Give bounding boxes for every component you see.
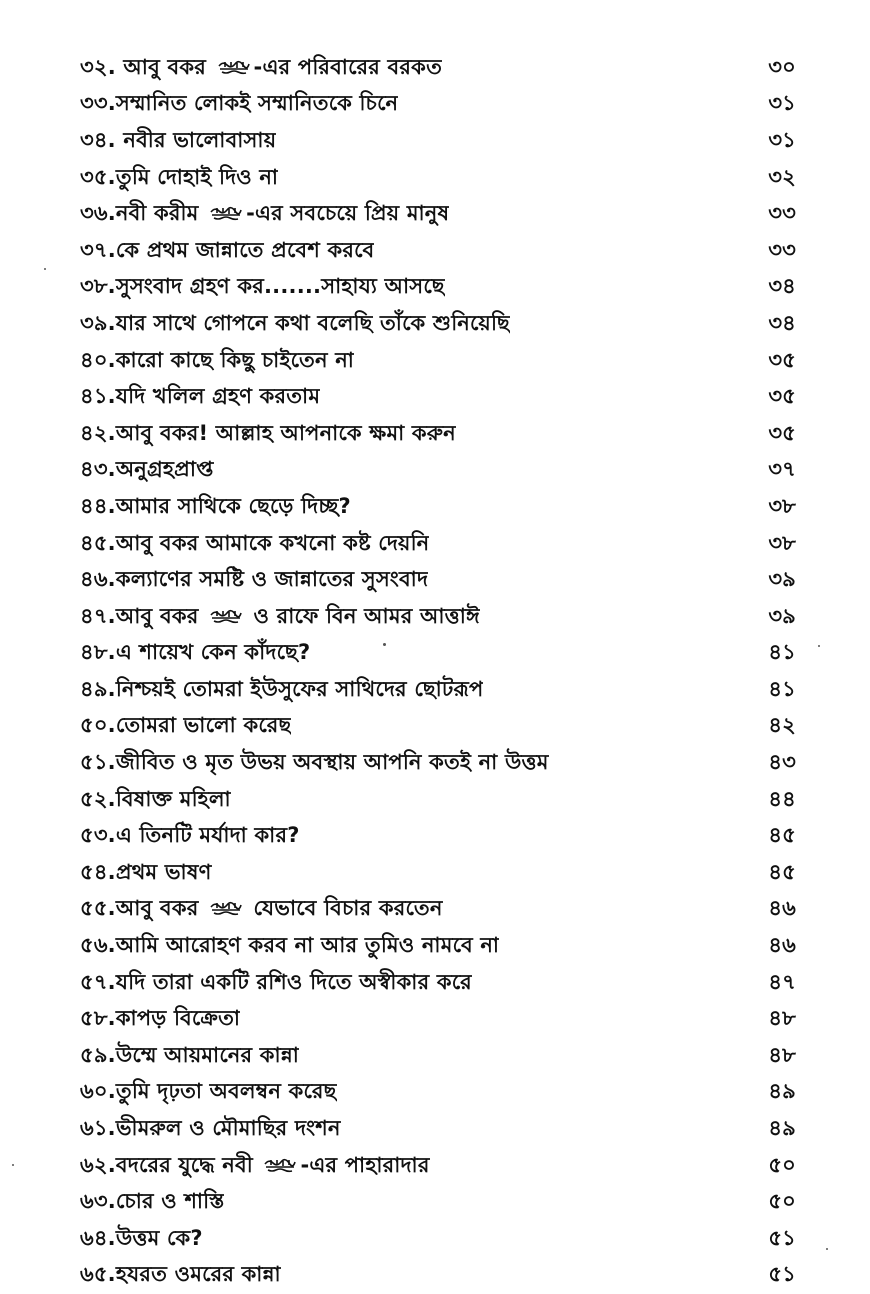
toc-entry-page-number: ৩৪: [768, 310, 796, 335]
toc-entry-page-number: ৩২: [768, 164, 796, 189]
toc-entry-title-text: ৪৪.আমার সাথিকে ছেড়ে দিচ্ছ?: [80, 493, 351, 518]
toc-entry-title-text: ৫২.বিষাক্ত মহিলা: [80, 786, 231, 811]
toc-entry: [80, 526, 796, 563]
toc-entry-page-number: ৩৫: [768, 384, 796, 409]
toc-entry: [80, 123, 796, 160]
toc-entry-title: [80, 673, 483, 708]
toc-entry: [80, 196, 796, 233]
toc-entry-title-text: ৬৩.চোর ও শাস্তি: [80, 1189, 225, 1214]
toc-entry: [80, 343, 796, 380]
toc-entry-title: [80, 966, 472, 1001]
toc-entry-title: [80, 344, 354, 379]
toc-entry: [80, 709, 796, 746]
toc-entry: [80, 233, 796, 270]
toc-entry-page-number: ৩০: [768, 54, 796, 79]
toc-entry: [80, 1258, 796, 1294]
toc-entry-title-text: ৩৬.নবী করীম: [80, 201, 207, 226]
toc-entry-title: [80, 453, 214, 488]
toc-entry-page-number: ৪৯: [768, 1079, 796, 1104]
toc-entry-title-text: ৬৪.উত্তম কে?: [80, 1225, 203, 1250]
paper-speck: [826, 1248, 828, 1250]
toc-entry-page-number: ৪৯: [768, 1116, 796, 1141]
toc-entry-page-number: ৪৪: [768, 786, 796, 811]
toc-entry-page-number: ৩৪: [768, 274, 796, 299]
toc-entry: [80, 599, 796, 636]
toc-entry-page-number: ৪৩: [768, 750, 796, 775]
toc-entry: [80, 965, 796, 1002]
toc-entry-title: [80, 161, 278, 196]
toc-entry: [80, 745, 796, 782]
paper-speck: [44, 268, 46, 270]
toc-entry-title-text: ৪০.কারো কাছে কিছু চাইতেন না: [80, 347, 355, 372]
toc-entry: [80, 855, 796, 892]
toc-entry-title-text: ৬২.বদরের যুদ্ধে নবী: [80, 1152, 261, 1177]
toc-entry-page-number: ৩১: [768, 91, 796, 116]
toc-entry-title: [80, 1039, 299, 1074]
toc-entry-title: [80, 1075, 337, 1110]
toc-entry-title-text: ৫১.জীবিত ও মৃত উভয় অবস্থায় আপনি কতই না উত্তম: [80, 750, 549, 775]
toc-entry-title: [80, 1002, 240, 1037]
toc-entry-title-text: ৫৬.আমি আরোহণ করব না আর তুমিও নামবে না: [80, 933, 500, 958]
toc-entry-title-text: ৫৫.আবু বকর: [80, 896, 206, 921]
paper-speck: [383, 643, 386, 646]
toc-entry-page-number: ৪৫: [768, 859, 796, 884]
toc-entry-title: [80, 1149, 430, 1184]
arabic-honorific-calligraphy-icon: [263, 1158, 297, 1174]
toc-entry: [80, 636, 796, 673]
toc-entry-page-number: ৩৭: [768, 457, 796, 482]
toc-entry-title: [80, 490, 351, 525]
toc-entry-title-text-continued: যেভাবে বিচার করতেন: [245, 896, 443, 921]
toc-entry-title: [80, 1222, 203, 1257]
toc-entry-title-text: ৩২. আবু বকর: [80, 54, 214, 79]
arabic-honorific-calligraphy-icon: [217, 60, 251, 76]
toc-entry: [80, 1111, 796, 1148]
arabic-honorific-calligraphy-icon: [209, 609, 243, 625]
toc-entry-title-text: ৩৫.তুমি দোহাই দিও না: [80, 164, 279, 189]
toc-entry-page-number: ৩৯: [768, 603, 796, 628]
toc-entry-title-text: ৩৩.সম্মানিত লোকই সম্মানিতকে চিনে: [80, 91, 399, 116]
toc-entry-title: [80, 380, 320, 415]
toc-entry-title-text: ৪৮.এ শায়েখ কেন কাঁদছে?: [80, 640, 311, 665]
toc-entry: [80, 306, 796, 343]
toc-entry: [80, 1075, 796, 1112]
toc-entry-page-number: ৪৮: [768, 1042, 796, 1067]
toc-entry-page-number: ৪৬: [768, 896, 796, 921]
toc-entry-title: [80, 417, 456, 452]
toc-entry-page-number: ৪১: [768, 640, 796, 665]
toc-entry-title: [80, 563, 428, 598]
toc-entry-page-number: ৩৫: [768, 347, 796, 372]
toc-entry: [80, 1184, 796, 1221]
toc-entry: [80, 562, 796, 599]
toc-entry-title-text: ৫৩.এ তিনটি মর্যাদা কার?: [80, 823, 300, 848]
toc-entry: [80, 160, 796, 197]
toc-entry-title: [80, 234, 374, 269]
toc-entry-title-text-continued: -এর পরিবারের বরকত: [253, 54, 443, 79]
toc-entry-page-number: ৩৩: [768, 201, 796, 226]
toc-entry-page-number: ৩৯: [768, 567, 796, 592]
toc-entry-title-text: ৪৫.আবু বকর আমাকে কখনো কষ্ট দেয়নি: [80, 530, 430, 555]
toc-entry-title-text: ৫০.তোমরা ভালো করেছ: [80, 713, 292, 738]
toc-entry-title: [80, 783, 231, 818]
toc-entry-page-number: ৪১: [768, 676, 796, 701]
toc-entry-page-number: ৩৮: [768, 493, 796, 518]
toc-entry: [80, 50, 796, 87]
toc-entry-page-number: ৩৮: [768, 530, 796, 555]
toc-entry-title-text: ৫৪.প্রথম ভাষণ: [80, 859, 212, 884]
toc-entry-title: [80, 527, 429, 562]
toc-entry-title: [80, 746, 549, 781]
toc-entry-title: [80, 856, 212, 891]
toc-entry-title: [80, 87, 398, 122]
toc-entry: [80, 1221, 796, 1258]
toc-entry-title: [80, 600, 480, 635]
toc-entry-page-number: ৫১: [768, 1225, 796, 1250]
toc-entry-page-number: ৩৫: [768, 420, 796, 445]
toc-entry-title: [80, 819, 300, 854]
toc-entry-page-number: ৪৬: [768, 933, 796, 958]
toc-entry: [80, 672, 796, 709]
toc-entry-page-number: ৪৭: [768, 969, 796, 994]
toc-entry-title-text-continued: -এর পাহারাদার: [300, 1152, 430, 1177]
toc-entry: [80, 379, 796, 416]
toc-entry-title-text-continued: -এর সবচেয়ে প্রিয় মানুষ: [246, 201, 450, 226]
toc-entry-title-text: ৪২.আবু বকর! আল্লাহ আপনাকে ক্ষমা করুন: [80, 420, 456, 445]
toc-entry-title-text: ৪৯.নিশ্চয়ই তোমরা ইউসুফের সাথিদের ছোটরূপ: [80, 676, 484, 701]
toc-entry-title: [80, 124, 276, 159]
toc-entry-title-text: ৩৪. নবীর ভালোবাসায়: [80, 127, 277, 152]
toc-entry: [80, 489, 796, 526]
toc-entry-page-number: ৫০: [768, 1152, 796, 1177]
toc-entry-title: [80, 1258, 281, 1293]
toc-entry-title: [80, 197, 449, 232]
toc-list: [80, 50, 796, 1294]
toc-entry-title-text: ৫৮.কাপড় বিক্রেতা: [80, 1006, 241, 1031]
toc-entry: [80, 270, 796, 307]
toc-entry-title-text: ৩৯.যার সাথে গোপনে কথা বলেছি তাঁকে শুনিয়েছি: [80, 310, 510, 335]
paper-speck: [12, 1164, 14, 1166]
toc-entry-title: [80, 636, 310, 671]
toc-entry-title-text: ৪৩.অনুগ্রহপ্রাপ্ত: [80, 457, 214, 482]
toc-entry-title: [80, 51, 442, 86]
toc-entry-title: [80, 709, 291, 744]
toc-entry-title-text: ৪১.যদি খলিল গ্রহণ করতাম: [80, 384, 321, 409]
toc-entry-page-number: ৩১: [768, 127, 796, 152]
toc-entry-page-number: ৩৩: [768, 237, 796, 262]
toc-entry: [80, 416, 796, 453]
toc-entry: [80, 782, 796, 819]
toc-entry-title-text: ৬১.ভীমরুল ও মৌমাছির দংশন: [80, 1116, 341, 1141]
toc-entry-title: [80, 1185, 224, 1220]
toc-entry-title-text: ৩৮.সুসংবাদ গ্রহণ কর.......সাহায্য আসছে: [80, 274, 445, 299]
toc-entry-page-number: ৪৮: [768, 1006, 796, 1031]
toc-entry: [80, 1148, 796, 1185]
toc-entry-title-text: ৩৭.কে প্রথম জান্নাতে প্রবেশ করবে: [80, 237, 375, 262]
arabic-honorific-calligraphy-icon: [209, 206, 243, 222]
toc-entry-title-text: ৫৭.যদি তারা একটি রশিও দিতে অস্বীকার করে: [80, 969, 472, 994]
toc-entry: [80, 818, 796, 855]
toc-entry: [80, 87, 796, 124]
toc-entry-title-text: ৪৭.আবু বকর: [80, 603, 206, 628]
toc-entry-title-text: ৬৫.হযরত ওমরের কান্না: [80, 1262, 281, 1287]
toc-entry: [80, 1038, 796, 1075]
toc-entry: [80, 453, 796, 490]
toc-entry-page-number: ৫১: [768, 1262, 796, 1287]
toc-entry-title: [80, 892, 443, 927]
arabic-honorific-calligraphy-icon: [209, 901, 243, 917]
toc-entry-title: [80, 307, 510, 342]
toc-entry-title-text: ৪৬.কল্যাণের সমষ্টি ও জান্নাতের সুসংবাদ: [80, 567, 429, 592]
toc-entry: [80, 1001, 796, 1038]
toc-entry-title: [80, 929, 499, 964]
toc-entry-page-number: ৫০: [768, 1189, 796, 1214]
toc-entry: [80, 928, 796, 965]
toc-entry-title-text: ৬০.তুমি দৃঢ়তা অবলম্বন করেছ: [80, 1079, 337, 1104]
toc-entry-page-number: ৪২: [768, 713, 796, 738]
toc-entry-title: [80, 1112, 341, 1147]
toc-entry-title: [80, 270, 445, 305]
toc-entry-page-number: ৪৫: [768, 823, 796, 848]
toc-entry-title-text-continued: ও রাফে বিন আমর আত্তাঈ: [246, 603, 480, 628]
paper-speck: [818, 645, 820, 647]
toc-entry-title-text: ৫৯.উম্মে আয়মানের কান্না: [80, 1042, 300, 1067]
toc-entry: [80, 892, 796, 929]
